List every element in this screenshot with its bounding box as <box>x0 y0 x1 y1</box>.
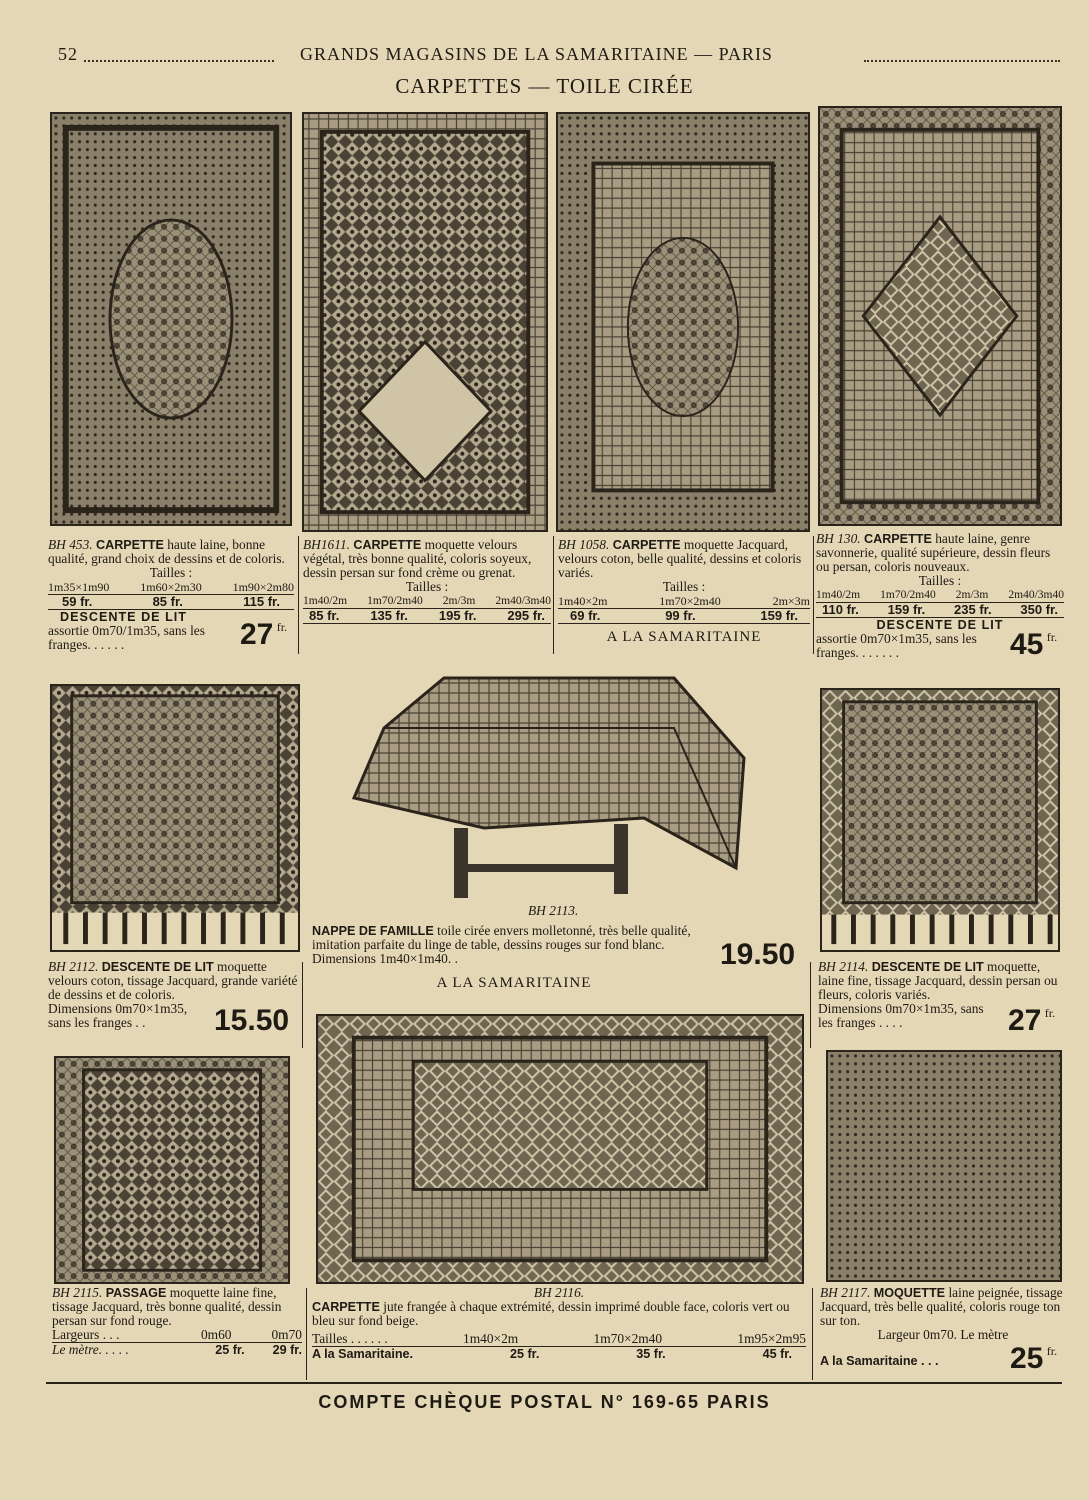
item-desc: moquette Jacquard, velours coton, belle qualité, dessins et coloris variés. <box>558 537 802 580</box>
sizes-label: Tailles : <box>405 579 449 594</box>
item-ref: BH 453. <box>48 537 93 552</box>
extra-desc: assortie 0m70/1m35, sans les franges. . . . . . <box>48 623 205 652</box>
extra-title: DESCENTE DE LIT <box>876 618 1004 632</box>
sizes-row <box>303 594 551 609</box>
section-title: CARPETTES — TOILE CIRÉE <box>395 74 694 98</box>
width-cell: 0m60 <box>200 1327 232 1342</box>
rug-illustration-bh130 <box>818 106 1062 526</box>
item-price: 19.50 <box>720 938 796 971</box>
size-cell: 1m35×1m90 <box>48 580 110 594</box>
price-cell: 195 fr. <box>438 608 477 623</box>
price-cell: 350 fr. <box>1020 602 1058 617</box>
page-header <box>44 44 1060 68</box>
price-unit: fr. <box>1046 630 1058 644</box>
column-divider <box>813 536 814 654</box>
item-ref: BH 1058. <box>558 537 610 552</box>
prices-row <box>312 1347 806 1361</box>
size-cell: 1m40×2m <box>558 594 608 608</box>
item-bh1611 <box>303 538 551 624</box>
roll-illustration-bh2115 <box>54 1056 290 1284</box>
price-cell: 159 fr. <box>887 602 926 617</box>
size-cell: 1m40×2m <box>463 1331 519 1346</box>
price-cell: 45 fr. <box>762 1347 792 1361</box>
item-desc: toile cirée envers molletonné, très belle qualité, imitation parfaite du linge de table, dessins rouges sur fond blanc. Dimensions 1m40×1m40. . <box>312 923 691 966</box>
price-cell: 295 fr. <box>507 608 545 623</box>
price-cell: 85 fr. <box>152 594 183 609</box>
tablecloth-illustration-bh2113 <box>344 668 764 916</box>
size-cell: 2m×3m <box>772 594 810 608</box>
item-desc: moquette, laine fine, tissage Jacquard, dessin persan ou fleurs, coloris variés. <box>818 959 1058 1002</box>
item-price: 27 <box>1008 1004 1042 1037</box>
size-cell: 1m70/2m40 <box>880 589 936 601</box>
prices-row <box>558 609 810 624</box>
store-name: A LA SAMARITAINE <box>436 975 592 991</box>
column-divider <box>302 962 303 1048</box>
price-unit: fr. <box>1046 1344 1058 1358</box>
size-cell: 1m90×2m80 <box>232 580 294 594</box>
sizes-label: Tailles : <box>662 579 706 594</box>
prices-row <box>48 595 294 610</box>
dimensions: Dimensions 0m70×1m35, sans les franges . . <box>48 1001 188 1030</box>
item-ref: BH 2117. <box>820 1285 871 1300</box>
size-cell: 2m40/3m40 <box>1008 589 1064 601</box>
price-unit: fr. <box>276 620 288 634</box>
extra-price: 45 <box>1010 628 1044 661</box>
price-cell: 159 fr. <box>760 608 798 623</box>
widths-label: Largeurs . . . <box>52 1327 120 1342</box>
price-unit: fr. <box>1044 1006 1056 1020</box>
price-cell: 69 fr. <box>570 608 601 623</box>
extra-price: 27 <box>240 618 274 651</box>
rug-illustration-bh1611 <box>302 112 548 532</box>
price-cell: 25 fr. <box>509 1347 540 1361</box>
width-cell: 0m70 <box>271 1327 302 1342</box>
size-cell: 1m95×2m95 <box>737 1331 806 1346</box>
sizes-label: Tailles : <box>918 573 962 588</box>
sizes-row <box>558 594 810 609</box>
item-bh453 <box>48 538 294 654</box>
price-cell: 235 fr. <box>954 602 992 617</box>
item-ref: BH 2116. <box>533 1285 585 1300</box>
sizes-label: Tailles . . . . . . <box>312 1331 388 1346</box>
runner-illustration-bh2114 <box>820 688 1060 952</box>
price-cell: 25 fr. <box>215 1343 245 1357</box>
price-cell: 99 fr. <box>665 608 696 623</box>
item-price: 25 <box>1010 1342 1044 1375</box>
store-name: A LA SAMARITAINE <box>606 629 762 645</box>
item-name: CARPETTE <box>864 532 932 546</box>
size-cell: 1m40/2m <box>816 589 861 601</box>
price-cell: 35 fr. <box>636 1347 666 1361</box>
item-desc: jute frangée à chaque extrémité, dessin imprimé double face, coloris vert ou bleu sur fond beige. <box>312 1299 790 1328</box>
item-name: CARPETTE <box>612 538 681 552</box>
roll-illustration-bh2117 <box>826 1050 1062 1282</box>
meter-label: Le mètre. . . . . <box>52 1342 129 1357</box>
page-number: 52 <box>58 44 78 64</box>
item-name: DESCENTE DE LIT <box>101 960 214 974</box>
item-desc: moquette velours végétal, très bonne qualité, coloris soyeux, dessin persan sur fond crème ou grenat. <box>303 537 532 580</box>
prices-row <box>303 609 551 624</box>
item-bh2114 <box>818 960 1066 1036</box>
item-desc: haute laine, genre savonnerie, qualité supérieure, dessin fleurs ou persan, coloris nouveaux. <box>816 531 1051 574</box>
item-bh2117 <box>820 1285 1066 1375</box>
extra-desc: assortie 0m70×1m35, sans les franges. . . . . . . <box>816 631 977 660</box>
size-cell: 1m70/2m40 <box>367 595 423 607</box>
prices-row <box>52 1343 302 1357</box>
width-info: Largeur 0m70. Le mètre <box>877 1327 1009 1342</box>
footer-postal-account: COMPTE CHÈQUE POSTAL N° 169-65 PARIS <box>318 1392 771 1412</box>
footer-rule <box>46 1382 1062 1384</box>
rug-illustration-bh2116 <box>316 1014 804 1284</box>
store-title: GRANDS MAGASINS DE LA SAMARITAINE — PARIS <box>300 44 773 64</box>
item-bh1058 <box>558 538 810 644</box>
item-ref: BH 2113. <box>528 903 579 918</box>
item-ref: BH1611. <box>303 537 350 552</box>
store-label: A la Samaritaine. <box>312 1347 414 1361</box>
size-cell: 1m70×2m40 <box>659 594 721 608</box>
column-divider <box>306 1288 307 1380</box>
widths-row <box>52 1328 302 1343</box>
sizes-row <box>312 1332 806 1347</box>
item-name: DESCENTE DE LIT <box>871 960 984 974</box>
item-ref: BH 2112. <box>48 959 99 974</box>
size-cell: 1m70×2m40 <box>593 1331 663 1346</box>
prices-row <box>816 603 1064 618</box>
price-cell: 85 fr. <box>309 608 340 623</box>
item-bh2112 <box>48 960 298 1036</box>
price-cell: 115 fr. <box>243 594 280 609</box>
item-bh2115 <box>52 1286 302 1357</box>
item-price: 15.50 <box>214 1004 290 1037</box>
item-desc: haute laine, bonne qualité, grand choix de dessins et de coloris. <box>48 537 285 566</box>
size-cell: 1m40/2m <box>303 595 348 607</box>
price-cell: 135 fr. <box>370 608 408 623</box>
rug-illustration-bh453 <box>50 112 292 526</box>
rug-illustration-bh1058 <box>556 112 810 532</box>
item-desc: moquette velours coton, tissage Jacquard, grande variété de dessins et de coloris. <box>48 959 298 1002</box>
item-ref-bh2113 <box>528 904 578 918</box>
sizes-label: Tailles : <box>149 565 193 580</box>
column-divider <box>812 1288 813 1380</box>
header-leader-right <box>864 60 1060 62</box>
dimensions: Dimensions 0m70×1m35, sans les franges . . . . <box>818 1001 984 1030</box>
item-bh2113 <box>312 924 812 990</box>
item-name: NAPPE DE FAMILLE <box>312 924 434 938</box>
sizes-row <box>816 588 1064 603</box>
size-cell: 2m/3m <box>955 589 989 601</box>
item-name: CARPETTE <box>96 538 164 552</box>
item-name: CARPETTE <box>353 538 422 552</box>
column-divider <box>553 536 554 654</box>
item-ref: BH 2114. <box>818 959 869 974</box>
item-ref: BH 130. <box>816 531 861 546</box>
runner-illustration-bh2112 <box>50 684 300 952</box>
store-label: A la Samaritaine . . . <box>820 1354 939 1368</box>
size-cell: 2m40/3m40 <box>495 595 551 607</box>
price-cell: 59 fr. <box>62 594 93 609</box>
item-ref: BH 2115. <box>52 1285 103 1300</box>
extra-title: DESCENTE DE LIT <box>60 610 187 624</box>
item-bh2116 <box>312 1286 806 1361</box>
column-divider <box>298 536 299 654</box>
item-name: CARPETTE <box>312 1300 380 1314</box>
item-name: MOQUETTE <box>873 1286 946 1300</box>
size-cell: 1m60×2m30 <box>140 580 202 594</box>
price-cell: 110 fr. <box>822 602 859 617</box>
item-desc: laine peignée, tissage Jacquard, très belle qualité, coloris rouge ton sur ton. <box>820 1285 1063 1328</box>
size-cell: 2m/3m <box>442 595 476 607</box>
header-leader-left <box>84 60 274 62</box>
sizes-row <box>48 580 294 595</box>
item-bh130 <box>816 532 1064 662</box>
item-name: PASSAGE <box>105 1286 167 1300</box>
item-desc: moquette laine fine, tissage Jacquard, très bonne qualité, dessin persan sur fond rouge. <box>52 1285 282 1328</box>
price-cell: 29 fr. <box>272 1343 302 1357</box>
